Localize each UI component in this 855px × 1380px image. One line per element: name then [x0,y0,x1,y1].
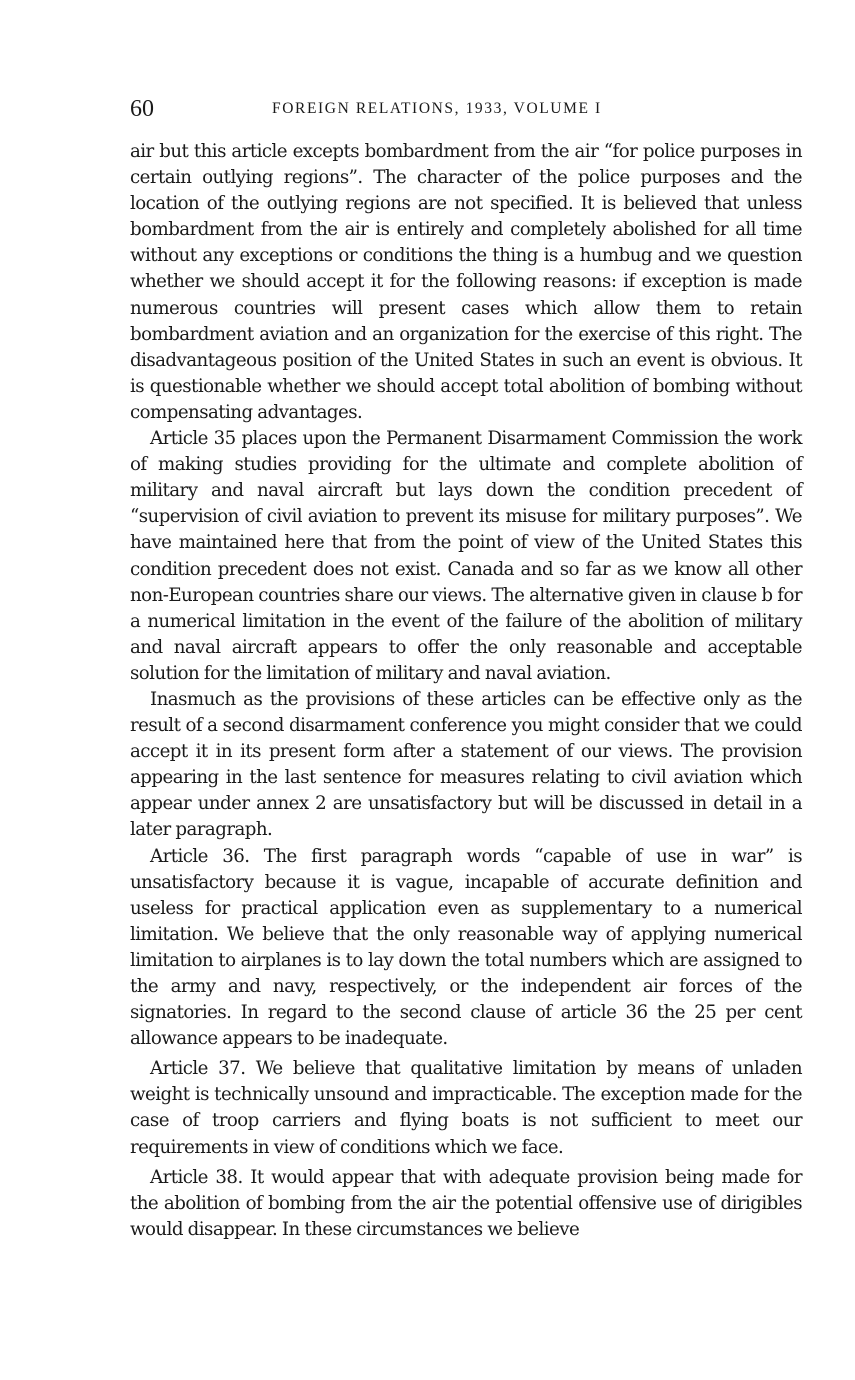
running-header [130,94,802,124]
paragraph-article-37: Article 37. We believe that qualitative limitation by means of unladen weight is technically unsound and impracticable. The exception made for the case of troop carriers and flying boats is not sufficient to meet our requirements in view of conditions which we face. [130,1058,802,1158]
paragraph-inasmuch: Inasmuch as the provisions of these articles can be effective only as the result of a second disarmament conference you might consider that we could accept it in its present form after a statement of our views. The provision appearing in the last sentence for measures relating to civil aviation which appear under annex 2 are unsatisfactory but will be discussed in detail in a later paragraph. [130,688,802,841]
page-number: 60 [130,96,154,122]
paragraph-article-36: Article 36. The first paragraph words “capable of use in war” is unsatisfactory because it is vague, incapable of accurate definition and useless for practical application even as supplementary to a numerical limitation. We believe that the only reasonable way of applying numerical limitation to airplanes is to lay down the total numbers which are assigned to the army and navy, respectively, or the independent air forces of the signatories. In regard to the second clause of article 36 the 25 per cent allowance appears to be inadequate. [130,845,802,1050]
paragraph-continuation: air but this article excepts bombardment from the air “for police purposes in certain outlying regions”. The character of the police purposes and the location of the outlying regions are not specified. It is believed that unless bombardment from the air is entirely and completely abolished for all time without any exceptions or conditions the thing is a humbug and we question whether we should accept it for the following reasons: if exception is made numerous countries will present cases which allow them to retain bombardment aviation and an organization for the exercise of this right. The disadvantageous position of the United States in such an event is obvious. It is questionable whether we should accept total abolition of bombing without compensating advantages. [130,141,802,423]
body-text [130,139,802,1243]
page-content [130,94,802,1243]
running-title: FOREIGN RELATIONS, 1933, VOLUME I [272,100,602,117]
paragraph-article-38: Article 38. It would appear that with adequate provision being made for the abolition of bombing from the air the potential offensive use of dirigibles would disappear. In these circumstances we believe [130,1166,802,1240]
paragraph-article-35: Article 35 places upon the Permanent Disarmament Commission the work of making studies providing for the ultimate and complete abolition of military and naval aircraft but lays down the condition precedent of “supervision of civil aviation to prevent its misuse for military purposes”. We have maintained here that from the point of view of the United States this condition precedent does not exist. Canada and so far as we know all other non-European countries share our views. The alternative given in clause b for a numerical limitation in the event of the failure of the abolition of military and naval aircraft appears to offer the only reasonable and acceptable solution for the limitation of military and naval aviation. [130,428,802,684]
